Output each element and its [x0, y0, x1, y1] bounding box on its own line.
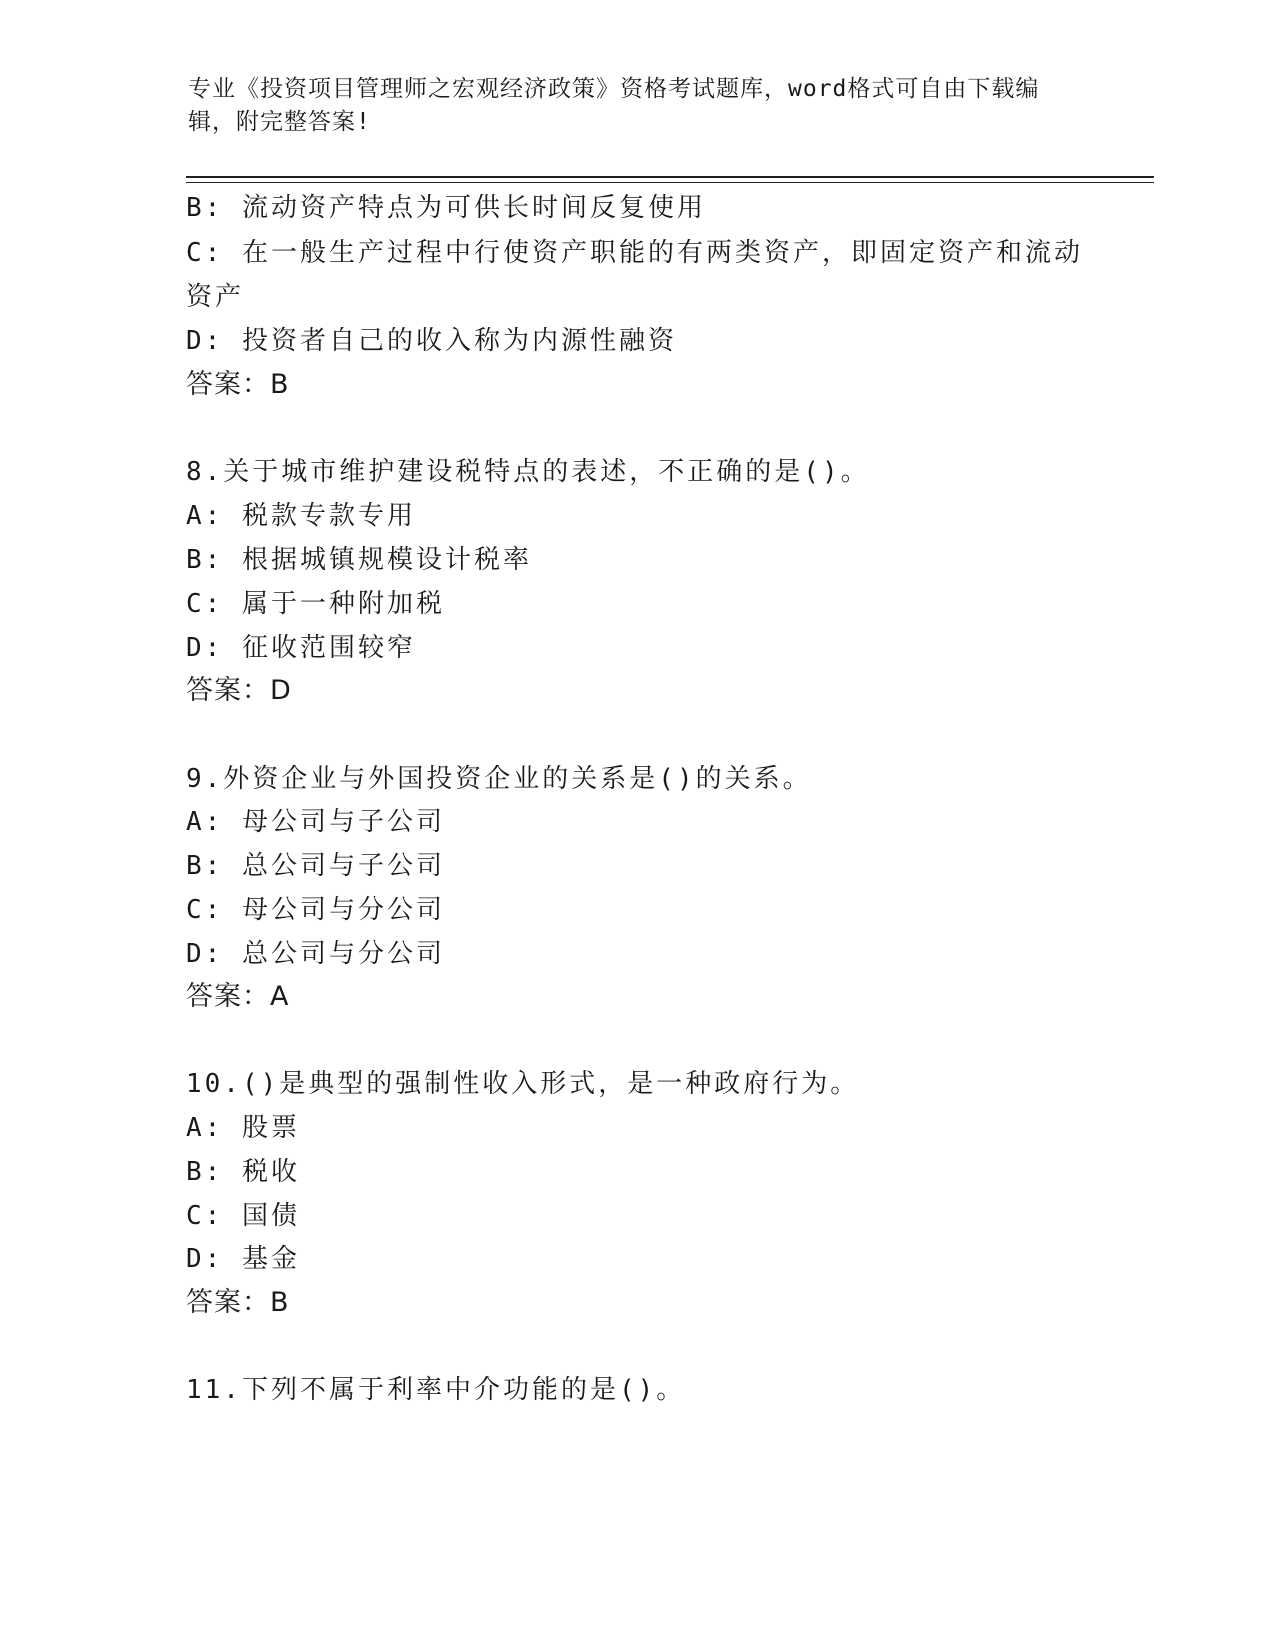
question-9-option-d: D: 总公司与分公司: [186, 939, 445, 969]
question-8-answer: 答案：D: [186, 675, 292, 706]
question-10-answer: 答案：B: [186, 1287, 290, 1318]
prev-option-b: B: 流动资产特点为可供长时间反复使用: [186, 193, 706, 223]
header-divider-thick: [186, 176, 1154, 178]
prev-option-c-line-1: C: 在一般生产过程中行使资产职能的有两类资产，即固定资产和流动: [186, 238, 1083, 268]
header-divider-thin: [186, 182, 1154, 183]
question-10-stem: 10.()是典型的强制性收入形式，是一种政府行为。: [186, 1069, 860, 1099]
question-10-option-c: C: 国债: [186, 1201, 300, 1231]
question-8-stem: 8.关于城市维护建设税特点的表述，不正确的是()。: [186, 457, 870, 487]
question-10-option-b: B: 税收: [186, 1157, 300, 1187]
question-8-option-c: C: 属于一种附加税: [186, 589, 445, 619]
header-line-1: 专业《投资项目管理师之宏观经济政策》资格考试题库，word格式可自由下载编: [188, 76, 1040, 102]
question-8-option-a: A: 税款专款专用: [186, 501, 416, 531]
question-9-option-b: B: 总公司与子公司: [186, 851, 445, 881]
document-header: [188, 73, 1088, 139]
header-line-2: 辑，附完整答案!: [188, 109, 371, 135]
prev-answer: 答案：B: [186, 369, 290, 400]
question-11-stem: 11.下列不属于利率中介功能的是()。: [186, 1375, 686, 1405]
question-8-option-b: B: 根据城镇规模设计税率: [186, 545, 532, 575]
prev-option-c-line-2: 资产: [186, 282, 245, 312]
question-9-stem: 9.外资企业与外国投资企业的关系是()的关系。: [186, 764, 812, 794]
question-10-option-a: A: 股票: [186, 1113, 300, 1143]
question-9-option-a: A: 母公司与子公司: [186, 807, 445, 837]
prev-option-d: D: 投资者自己的收入称为内源性融资: [186, 326, 677, 356]
question-10-option-d: D: 基金: [186, 1244, 300, 1274]
question-9-answer: 答案：A: [186, 981, 290, 1012]
question-9-option-c: C: 母公司与分公司: [186, 895, 445, 925]
question-8-option-d: D: 征收范围较窄: [186, 633, 416, 663]
